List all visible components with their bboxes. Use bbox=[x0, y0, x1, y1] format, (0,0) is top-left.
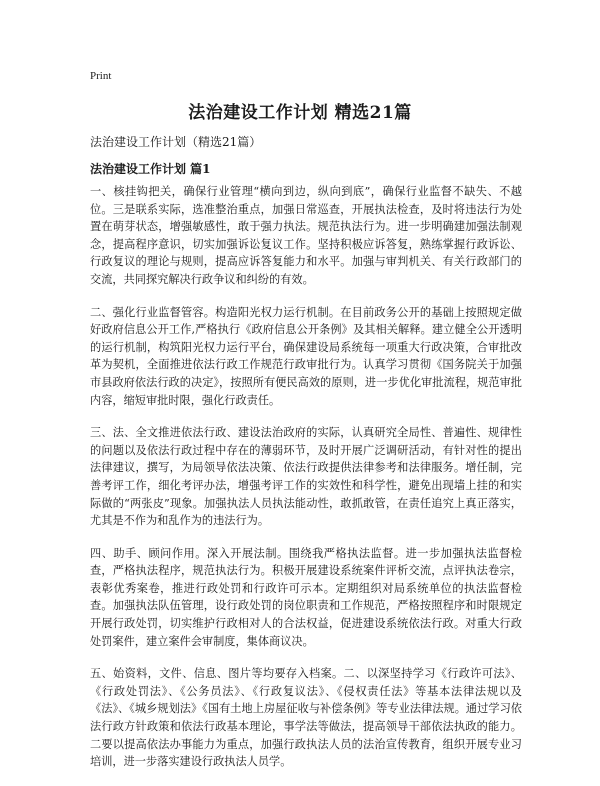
paragraph-4: 四、助手、顾问作用。深入开展法制。围绕我严格执法监督。进一步加强执法监督检查，严格执法程序，规范执法行为。积极开展建设系统案件评析交流，点评执法卷宗，表彰优秀案卷，推进行政处罚和行政许可示本。定期组织对局系统单位的执法监督检查。加强执法队伍管理，设行政处罚的岗位职责和工作规范，严格按照程序和时限规定开展行政处罚，切实维护行政相对人的合法权益，促进建设系统依法行政。对重大行政处罚案件，建立案件会审制度，集体商议决。 bbox=[90, 546, 522, 648]
paragraph-1: 一、核挂钩把关，确保行业管理“横向到边，纵向到底”，确保行业监督不缺失、不越位。三是联系实际，选准整治重点，加强日常巡查，开展执法检查，及时将违法行为处置在萌芽状态，增强敏感性，敢于强力执法。规范执法行为。进一步明确建加强法制观念，提高程序意识，切实加强诉讼复议工作。坚持积极应诉答复，熟练掌握行政诉讼、行政复议的理论与规则，提高应诉答复能力和水平。加强与审判机关、有关行政部门的交流，共同探究解决行政争议和纠纷的有效。 bbox=[90, 185, 522, 286]
paragraph-5: 五、始资料，文件、信息、图片等均要存入档案。二、以深坚持学习《行政许可法》、《行政处罚法》、《公务员法》、《行政复议法》、《侵权责任法》等基本法律法规以及《法》、《城乡规划法》《国有土地上房屋征收与补偿条例》等专业法律法规。通过学习依法行政方针政策和依法行政基本理论，事学法等做法，提高领导干部依法执政的能力。二要以提高依法办事能力为重点，加强行政执法人员的法治宣传教育，组织开展专业习培训，进一步落实建设行政执法人员学。 bbox=[90, 667, 522, 769]
document-body bbox=[90, 183, 522, 786]
paragraph-3: 三、法、全文推进依法行政、建设法治政府的实际，认真研究全局性、普遍性、规律性的问题以及依法行政过程中存在的薄弱环节，及时开展广泛调研活动，有针对性的提出法律建议，撰写，为局领导依法决策、依法行政提供法律参考和法律服务。增任制，完善考评工作，细化考评办法，增强考评工作的实效性和科学性，避免出现墙上挂的和实际做的“两张皮”现象。加强执法人员执法能动性，敢抓敢管，在责任追究上真正落实，尤其是不作为和乱作为的违法行为。 bbox=[90, 426, 522, 528]
paragraph-2: 二、强化行业监督管容。构造阳光权力运行机制。在目前政务公开的基础上按照规定做好政府信息公开工作,严格执行《政府信息公开条例》及其相关解释。建立健全公开透明的运行机制，构筑阳光权力运行平台，确保建设局系统每一项重大行政决策，合审批改革为契机，全面推进依法行政工作规范行政审批行为。认真学习贯彻《国务院关于加强市县政府依法行政的决定》，按照所有便民高效的原则，进一步优化审批流程，规范审批内容，缩短审批时限，强化行政责任。 bbox=[90, 305, 522, 407]
page-title: 法治建设工作计划 精选21篇 bbox=[188, 103, 412, 123]
section-heading: 法治建设工作计划 篇1 bbox=[90, 162, 211, 176]
document-subtitle: 法治建设工作计划（精选21篇） bbox=[90, 135, 262, 149]
print-link[interactable]: Print bbox=[90, 70, 112, 82]
